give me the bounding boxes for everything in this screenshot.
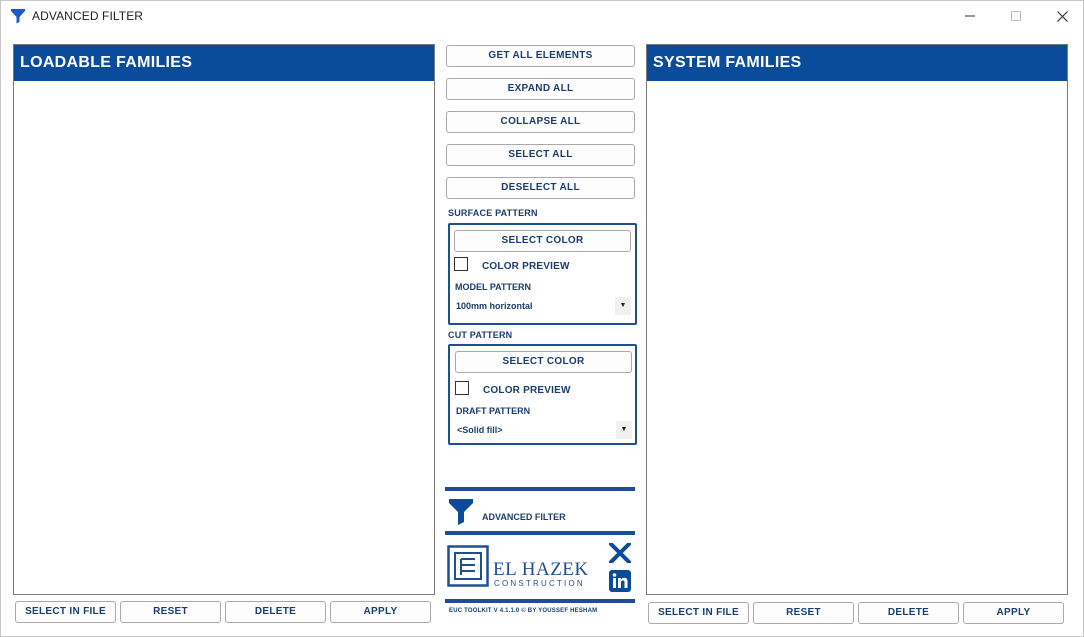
surface-select-color-button[interactable]: SELECT COLOR xyxy=(454,230,631,252)
loadable-families-header: LOADABLE FAMILIES xyxy=(14,45,434,81)
loadable-families-tree[interactable] xyxy=(14,81,434,594)
select-all-button[interactable]: SELECT ALL xyxy=(446,144,635,166)
model-pattern-value: 100mm horizontal xyxy=(456,301,533,311)
surface-color-preview-label: COLOR PREVIEW xyxy=(482,261,570,272)
chevron-down-icon: ▼ xyxy=(616,421,632,439)
draft-pattern-select[interactable] xyxy=(456,421,632,439)
cut-pattern-group xyxy=(448,344,637,445)
left-apply-button[interactable]: APPLY xyxy=(330,601,431,623)
el-hazek-logo-icon xyxy=(447,545,489,587)
title-bar xyxy=(1,1,1083,31)
chevron-down-icon: ▼ xyxy=(615,297,631,315)
close-icon xyxy=(1057,11,1068,22)
left-delete-button[interactable]: DELETE xyxy=(225,601,326,623)
minimize-icon xyxy=(965,11,975,21)
linkedin-icon[interactable] xyxy=(609,570,631,592)
right-select-in-file-button[interactable]: SELECT IN FILE xyxy=(648,602,749,624)
surface-color-preview-checkbox[interactable] xyxy=(454,257,468,271)
filter-icon xyxy=(448,497,474,525)
left-select-in-file-button[interactable]: SELECT IN FILE xyxy=(15,601,116,623)
brand-divider-top xyxy=(445,487,635,491)
close-button[interactable] xyxy=(1039,1,1084,31)
right-reset-button[interactable]: RESET xyxy=(753,602,854,624)
filter-icon xyxy=(10,8,26,24)
cut-select-color-button[interactable]: SELECT COLOR xyxy=(455,351,632,373)
surface-pattern-group xyxy=(448,223,637,325)
window-title: ADVANCED FILTER xyxy=(32,9,144,23)
system-families-panel xyxy=(646,44,1068,595)
logo-sub-text: CONSTRUCTION xyxy=(494,579,585,588)
left-reset-button[interactable]: RESET xyxy=(120,601,221,623)
right-delete-button[interactable]: DELETE xyxy=(858,602,959,624)
brand-title: ADVANCED FILTER xyxy=(482,512,566,522)
brand-divider-bottom xyxy=(445,599,635,603)
expand-all-button[interactable]: EXPAND ALL xyxy=(446,78,635,100)
system-families-tree[interactable] xyxy=(647,81,1067,594)
logo-main-text: EL HAZEK xyxy=(493,559,589,580)
minimize-button[interactable] xyxy=(947,1,993,31)
maximize-icon xyxy=(1011,11,1021,21)
right-apply-button[interactable]: APPLY xyxy=(963,602,1064,624)
draft-pattern-value: <Solid fill> xyxy=(457,425,503,435)
surface-pattern-label: SURFACE PATTERN xyxy=(448,208,538,218)
loadable-families-panel xyxy=(13,44,435,595)
model-pattern-label: MODEL PATTERN xyxy=(455,282,531,292)
x-logo-icon[interactable] xyxy=(609,543,631,563)
cut-color-preview-checkbox[interactable] xyxy=(455,381,469,395)
model-pattern-select[interactable] xyxy=(455,297,631,315)
cut-pattern-label: CUT PATTERN xyxy=(448,330,513,340)
version-text: EUC TOOLKIT V 4.1.1.0 © BY YOUSSEF HESHAM xyxy=(449,608,598,614)
draft-pattern-label: DRAFT PATTERN xyxy=(456,406,531,416)
maximize-button[interactable] xyxy=(993,1,1039,31)
deselect-all-button[interactable]: DESELECT ALL xyxy=(446,177,635,199)
cut-color-preview-label: COLOR PREVIEW xyxy=(483,385,571,396)
get-all-elements-button[interactable]: GET ALL ELEMENTS xyxy=(446,45,635,67)
collapse-all-button[interactable]: COLLAPSE ALL xyxy=(446,111,635,133)
system-families-header: SYSTEM FAMILIES xyxy=(647,45,1067,81)
brand-divider-middle xyxy=(445,531,635,535)
